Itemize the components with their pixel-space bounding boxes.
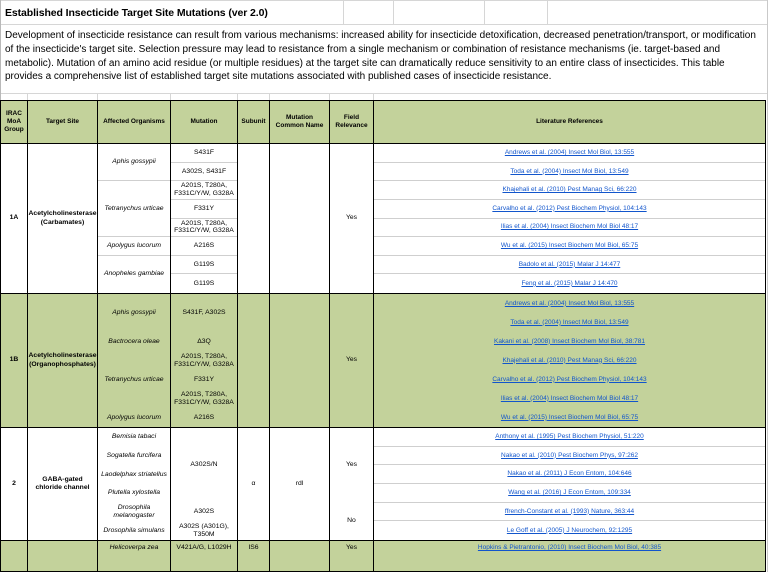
reference-link[interactable]: Hopkins & Pietrantonio, (2010) Insect Biochem Mol Biol, 40:385 [477, 544, 662, 551]
col-header-mutation: Mutation [171, 101, 238, 143]
mutation: A201S, T280A, F331C/Y/W, G328A [171, 219, 237, 238]
organism: Aphis gossypii [98, 144, 170, 181]
reference-link[interactable]: Anthony et al. (1995) Pest Biochem Physiol, 51:220 [374, 428, 765, 447]
organism: Tetranychus urticae [98, 181, 170, 237]
moa-group-cell: 1A [1, 144, 28, 293]
organism: Aphis gossypii [112, 309, 156, 317]
organism: Apolygus lucorum [98, 237, 170, 256]
common-name-cell [270, 144, 330, 293]
field-relevance-value: Yes [345, 461, 358, 469]
mutation: A302S (A301G), T350M [179, 522, 229, 538]
reference-link[interactable]: Toda et al. (2004) Insect Mol Biol, 13:549 [374, 163, 765, 182]
reference-link[interactable]: Toda et al. (2004) Insect Mol Biol, 13:549 [510, 318, 629, 326]
references-cell [374, 541, 765, 571]
mutation: V421A/G, L1029H [171, 541, 238, 571]
reference-link[interactable]: Andrews et al. (2004) Insect Mol Biol, 13:555 [374, 144, 765, 163]
reference-link[interactable]: Wu et al. (2015) Insect Biochem Mol Biol, 65:75 [374, 237, 765, 256]
table-header-row [1, 100, 765, 144]
mutation: F331Y [193, 375, 215, 383]
references-cell [374, 428, 765, 540]
common-name-cell: rdl [270, 428, 330, 540]
subunit-cell [238, 294, 270, 427]
reference-link[interactable]: Badolo et al. (2015) Malar J 14:477 [374, 256, 765, 275]
reference-link[interactable]: Andrews et al. (2004) Insect Mol Biol, 13:555 [504, 299, 635, 307]
organism: Bactrocera oleae [108, 337, 160, 345]
target-site-cell [28, 541, 98, 571]
title-row-empty-cell [548, 1, 767, 24]
common-name-cell [270, 294, 330, 427]
reference-link[interactable]: Nakao et al. (2010) Pest Biochem Phys, 97:262 [374, 447, 765, 466]
moa-group-cell: 2 [1, 428, 28, 540]
mutation-cell [171, 294, 238, 427]
section-2 [1, 428, 765, 541]
organisms-cell [98, 294, 171, 427]
field-relevance-cell [330, 428, 374, 540]
target-site-cell: GABA-gated chloride channel [28, 428, 98, 540]
reference-link[interactable]: Khajehali et al. (2010) Pest Manag Sci, 66:220 [502, 356, 637, 364]
section-1a [1, 144, 765, 294]
reference-link[interactable]: Khajehali et al. (2010) Pest Manag Sci, 66:220 [374, 181, 765, 200]
field-relevance-cell: Yes [330, 541, 374, 571]
mutation-cell [171, 428, 238, 540]
col-header-target-site: Target Site [28, 101, 98, 143]
organism: Plutella xylostella [107, 489, 161, 497]
target-site-cell: Acetylcholinesterase (Organophosphates) [28, 294, 98, 427]
field-relevance-cell: Yes [330, 294, 374, 427]
mutation: F331Y [171, 200, 237, 219]
reference-link[interactable]: Ilias et al. (2004) Insect Biochem Mol Biol 48:17 [500, 394, 639, 402]
col-header-literature-references: Literature References [536, 118, 603, 125]
target-site-cell: Acetylcholinesterase (Carbamates) [28, 144, 98, 293]
reference-link[interactable]: Le Goff et al. (2005) J Neurochem, 92:1295 [506, 526, 633, 534]
col-header-irac-moa-group: IRAC MoA Group [1, 101, 28, 143]
organism: Anopheles gambiae [103, 270, 165, 278]
mutation-cell [171, 144, 238, 293]
section-1b [1, 294, 765, 428]
organism: Sogatella furcifera [106, 452, 162, 460]
field-relevance-value: No [347, 517, 356, 525]
mutation: A216S [193, 413, 215, 421]
reference-link[interactable]: Wang et al. (2016) J Econ Entom, 109:334 [374, 484, 765, 503]
mutations-table [0, 100, 766, 572]
section-partial [1, 541, 765, 572]
reference-link[interactable]: Wu et al. (2015) Insect Biochem Mol Biol, 65:75 [500, 413, 639, 421]
title-row-empty-cell [344, 1, 394, 24]
reference-link[interactable]: Ilias et al. (2004) Insect Biochem Mol Biol 48:17 [374, 219, 765, 238]
organism: Tetranychus urticae [104, 375, 164, 383]
mutation: A302S, S431F [171, 163, 237, 182]
references-cell [374, 144, 765, 293]
reference-link[interactable]: Feng et al. (2015) Malar J 14:470 [521, 279, 618, 287]
mutation: G119S [193, 279, 215, 287]
mutation: S431F, A302S [182, 309, 226, 317]
mutation: S431F [171, 144, 237, 163]
reference-link[interactable]: Carvalho et al. (2012) Pest Biochem Physiol, 104:143 [492, 375, 647, 383]
col-header-subunit: Subunit [238, 101, 270, 143]
mutation: A201S, T280A, F331C/Y/W, G328A [174, 390, 234, 406]
mutation: A201S, T280A, F331C/Y/W, G328A [171, 181, 237, 200]
organism: Apolygus lucorum [106, 413, 162, 421]
organism: Bemisia tabaci [111, 433, 157, 441]
mutation: A201S, T280A, F331C/Y/W, G328A [174, 352, 234, 368]
col-header-mutation-common-name: Mutation Common Name [270, 101, 330, 143]
mutation: Δ3Q [197, 337, 211, 345]
reference-link[interactable]: Kakani et al. (2008) Insect Biochem Mol Biol, 38:781 [493, 337, 646, 345]
subunit-cell [238, 144, 270, 293]
field-relevance-cell: Yes [330, 144, 374, 293]
organism: Drosophila melanogaster [113, 504, 155, 519]
mutation: A216S [171, 237, 237, 256]
organisms-cell [98, 428, 171, 540]
references-cell [374, 294, 765, 427]
subunit-cell: α [238, 428, 270, 540]
reference-link[interactable]: ffrench-Constant et al. (1993) Nature, 363:44 [374, 503, 765, 522]
organism: Drosophila simulans [103, 526, 165, 534]
moa-group-cell: 1B [1, 294, 28, 427]
reference-link[interactable]: Nakao et al. (2011) J Econ Entom, 104:646 [374, 465, 765, 484]
mutation: G119S [171, 256, 237, 275]
moa-group-cell [1, 541, 28, 571]
common-name-cell [270, 541, 330, 571]
col-header-field-relevance: Field Relevance [330, 101, 374, 143]
mutation: A302S/N [190, 461, 218, 469]
description-text: Development of insecticide resistance can result from various mechanisms: increased ability for insecticide detoxification, decreased penetration/transport, or modification of the insecticide's target site. Selection pressure may lead to resistance from a single mechanism or combination of resistance mechanisms (ie. target-based and metabolic). Mutation of an amino acid residue (or multiple residues) at the target site can dramatically reduce sensitivity to an entire class of insecticides. This table provides a comprehensive list of established target site mutations associated with published cases of insecticide resistance. [1, 25, 767, 94]
organism: Laodelphax striatellus [101, 470, 167, 478]
title-row [1, 0, 767, 25]
empty-grid-row [1, 94, 767, 100]
title-row-empty-cell [485, 1, 548, 24]
mutation: A302S [193, 508, 215, 516]
title-row-empty-cell [394, 1, 485, 24]
reference-link[interactable]: Carvalho et al. (2012) Pest Biochem Physiol, 104:143 [374, 200, 765, 219]
organisms-cell [98, 144, 171, 293]
subunit-cell: IS6 [238, 541, 270, 571]
col-header-affected-organisms: Affected Organisms [98, 101, 171, 143]
page-title: Established Insecticide Target Site Mutations (ver 2.0) [1, 1, 344, 24]
organism: Helicoverpa zea [98, 541, 171, 571]
